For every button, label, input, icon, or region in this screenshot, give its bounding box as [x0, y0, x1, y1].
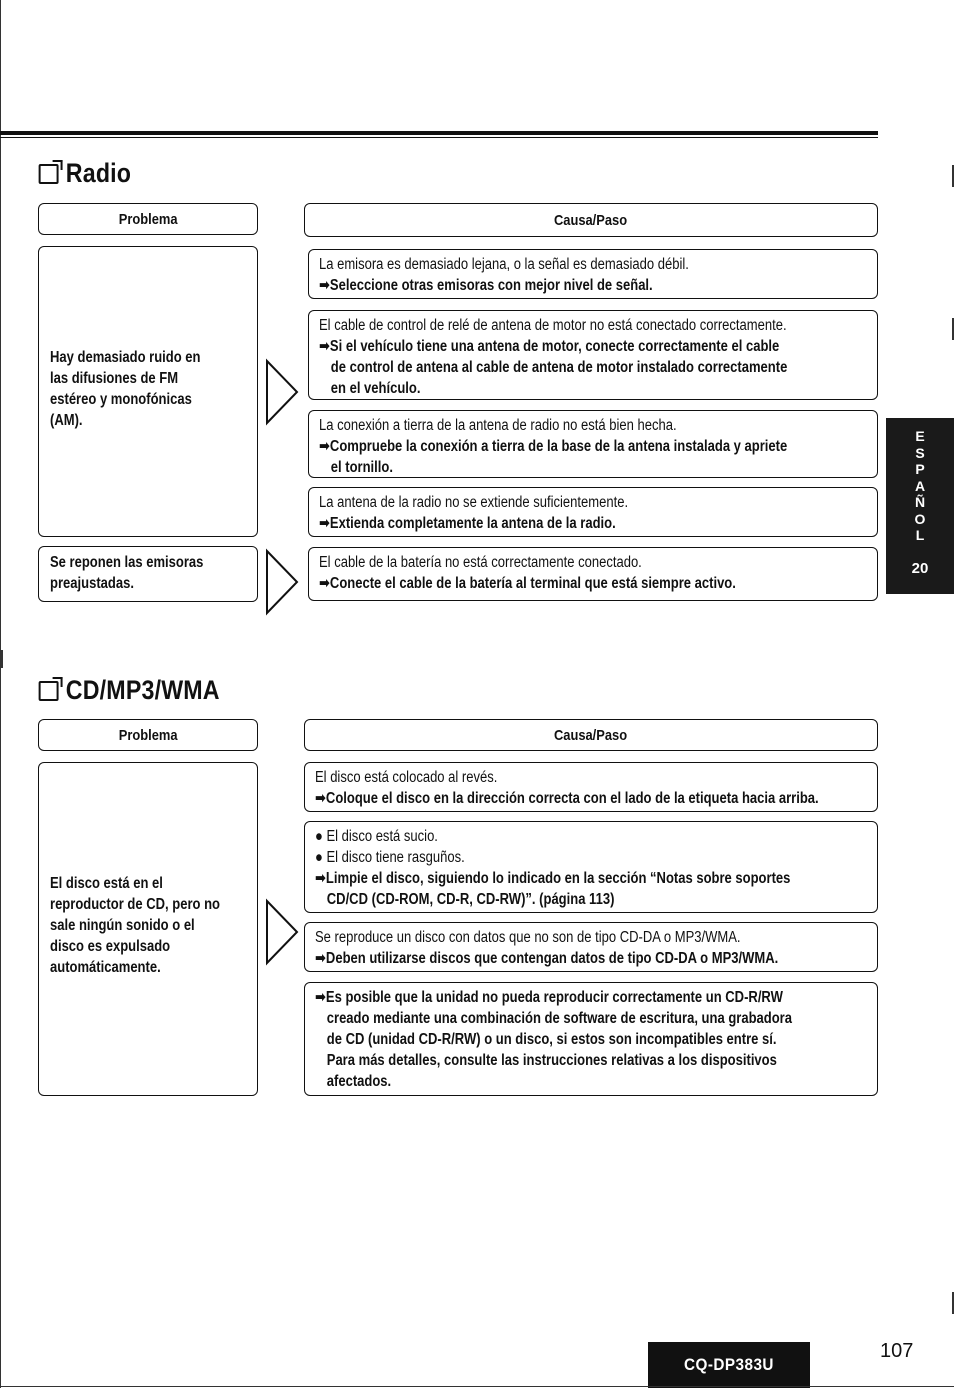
section-number: 20 — [911, 560, 929, 577]
arrow-icon: ➡ — [315, 989, 326, 1006]
cd-problem-header: Problema — [38, 719, 258, 751]
arrow-icon: ➡ — [319, 575, 330, 592]
radio-cause-box: El cable de control de relé de antena de motor no está conectado correctamente. ➡Si el vehículo tiene una antena de motor, conecte correctamente el cable de control de antena al cable de antena de motor instalado correctamente en el vehículo. — [308, 310, 878, 400]
cd-cause-box: ● El disco está sucio. ● El disco tiene rasguños. ➡Limpie el disco, siguiendo lo indicado en la sección “Notas sobre soportes CD/CD (CD-ROM, CD-R, CD-RW)”. (página 113) — [304, 821, 878, 913]
arrow-icon: ➡ — [319, 515, 330, 532]
arrow-icon: ➡ — [319, 438, 330, 455]
left-edge-mark — [1, 650, 3, 668]
top-rule-thin — [0, 137, 878, 138]
arrow-icon: ➡ — [315, 790, 326, 807]
arrow-icon: ➡ — [319, 277, 330, 294]
pointer-triangle-icon — [264, 358, 300, 426]
radio-section-title: Radio — [40, 158, 131, 189]
language-letters: E S P A Ñ O L — [914, 428, 926, 543]
radio-cause-box: La conexión a tierra de la antena de radio no está bien hecha. ➡Compruebe la conexión a tierra de la base de la antena instalada y apriete el tornillo. — [308, 410, 878, 478]
page-number: 107 — [880, 1340, 914, 1362]
radio-cause-box: La emisora es demasiado lejana, o la señal es demasiado débil. ➡Seleccione otras emisoras con mejor nivel de señal. — [308, 249, 878, 299]
radio-cause-box: El cable de la batería no está correctamente conectado. ➡Conecte el cable de la batería al terminal que está siempre activo. — [308, 547, 878, 601]
cd-cause-box: Se reproduce un disco con datos que no son de tipo CD-DA o MP3/WMA. ➡Deben utilizarse discos que contengan datos de tipo CD-DA o MP3/WMA. — [304, 922, 878, 972]
cd-cause-header: Causa/Paso — [304, 719, 878, 751]
language-side-tab — [886, 418, 954, 594]
radio-problem-header: Problema — [38, 203, 258, 235]
top-rule — [0, 131, 878, 135]
section-box-icon — [39, 681, 59, 701]
arrow-icon: ➡ — [319, 338, 330, 355]
cd-problem-text: El disco está en el reproductor de CD, pero no sale ningún sonido o el disco es expulsado automáticamente. — [50, 875, 220, 976]
radio-problem-box — [38, 246, 258, 537]
arrow-icon: ➡ — [315, 870, 326, 887]
radio-cause-box: La antena de la radio no se extiende suficientemente. ➡Extienda completamente la antena de la radio. — [308, 487, 878, 537]
cd-cause-box: ➡Es posible que la unidad no pueda reproducir correctamente un CD-R/RW creado mediante una combinación de software de escritura, una grabadora de CD (unidad CD-R/RW) o un disco, si estos son incompatibles entre sí. Para más detalles, consulte las instrucciones relativas a los dispositivos afectados. — [304, 982, 878, 1096]
model-number-tab: CQ-DP383U — [648, 1342, 810, 1388]
radio-problem-text: Hay demasiado ruido en las difusiones de FM estéreo y monofónicas (AM). — [50, 349, 201, 429]
bottom-rule — [0, 1386, 954, 1387]
pointer-triangle-icon — [264, 898, 300, 966]
radio-problem-box — [38, 546, 258, 602]
section-box-icon — [39, 164, 59, 184]
left-edge-line — [0, 0, 1, 1388]
cd-cause-box: El disco está colocado al revés. ➡Coloque el disco en la dirección correcta con el lado de la etiqueta hacia arriba. — [304, 762, 878, 812]
radio-cause-header: Causa/Paso — [304, 203, 878, 237]
arrow-icon: ➡ — [315, 950, 326, 967]
cd-problem-box — [38, 762, 258, 1096]
radio-problem-text: Se reponen las emisoras preajustadas. — [50, 554, 204, 592]
pointer-triangle-icon — [264, 548, 300, 616]
cd-section-title: CD/MP3/WMA — [40, 675, 220, 706]
